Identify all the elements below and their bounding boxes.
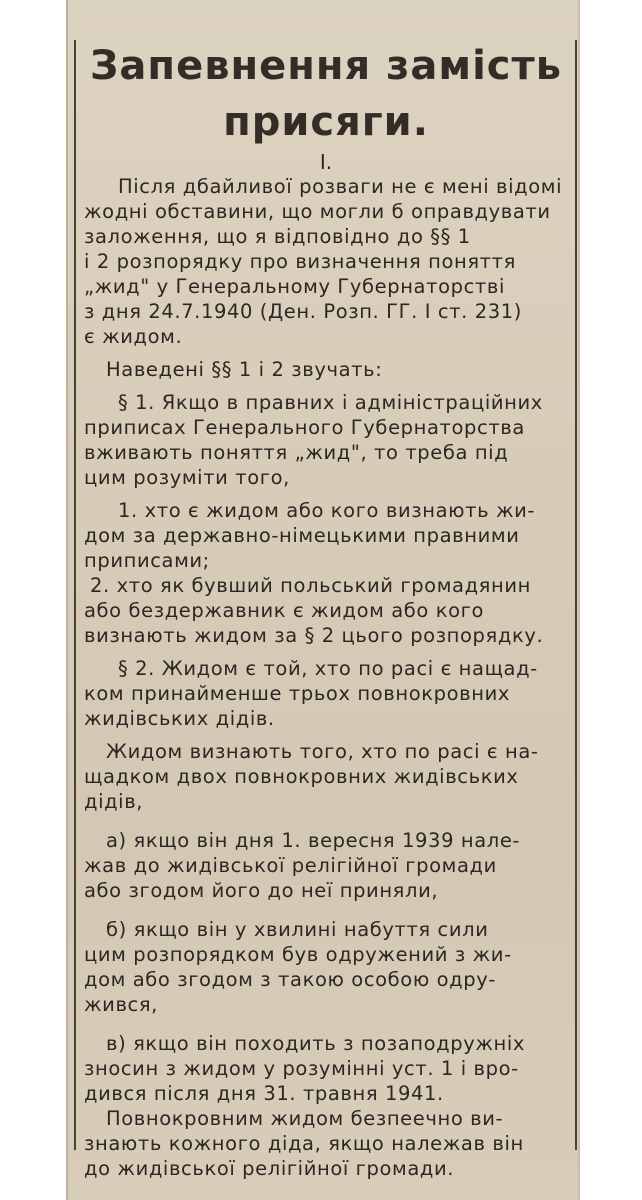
title-line-1: Запевнення замість: [90, 43, 562, 89]
text-line: заложення, що я відповідно до §§ 1: [84, 225, 471, 248]
paragraph-full-blooded: [84, 1106, 568, 1181]
text-line: Жидом визнають того, хто по расі є на-: [106, 740, 539, 763]
text-line: знають кожного діда, якщо належав він: [84, 1132, 524, 1155]
paragraph-item-2: [84, 573, 568, 648]
text-line: жав до жидівської релігійної громади: [84, 854, 497, 877]
text-line: Повнокровним жидом безпеечно ви-: [106, 1107, 504, 1130]
paragraph-section-1: [84, 390, 568, 490]
article: [84, 38, 568, 1181]
left-column-rule: [74, 40, 76, 1150]
text-line: дом за державно-німецькими правними: [84, 524, 520, 547]
text-line: „жид" у Генеральному Губернаторстві: [84, 275, 505, 298]
text-line: визнають жидом за § 2 цього розпорядку.: [84, 624, 544, 647]
text-line: § 2. Жидом є той, хто по расі є нащад-: [118, 657, 538, 680]
section-number: I.: [319, 150, 333, 174]
text-line: зносин з жидом у розумінні уст. 1 і вро-: [84, 1057, 519, 1080]
text-line: цим розуміти того,: [84, 466, 290, 489]
text-line: вживають поняття „жид", то треба під: [84, 441, 509, 464]
paragraph-item-a: [84, 828, 568, 903]
text-line: дом або згодом з такою особою одру-: [84, 968, 497, 991]
text-line: жидівських дідів.: [84, 707, 275, 730]
paragraph-declaration: [84, 174, 568, 349]
text-line: в) якщо він походить з позаподружніх: [106, 1032, 526, 1055]
text-line: щадком двох повнокровних жидівських: [84, 765, 519, 788]
text-line: до жидівської релігійної громади.: [84, 1157, 455, 1180]
right-column-rule: [575, 40, 577, 1150]
text-line: б) якщо він у хвилині набуття сили: [106, 918, 489, 941]
text-line: жився,: [84, 993, 158, 1016]
article-title: [84, 38, 568, 150]
text-line: Після дбайливої розваги не є мені відомі: [118, 175, 563, 198]
text-line: ком принайменше трьох повнокровних: [84, 682, 510, 705]
text-line: § 1. Якщо в правних і адміністраційних: [118, 391, 543, 414]
text-line: з дня 24.7.1940 (Ден. Розп. ГГ. I ст. 231): [84, 300, 522, 323]
text-line: дідів,: [84, 790, 144, 813]
text-line: або бездержавник є жидом або кого: [84, 599, 485, 622]
text-line: жодні обставини, що могли б оправдувати: [84, 200, 551, 223]
text-line: приписах Генерального Губернаторства: [84, 416, 525, 439]
text-line: 2. хто як бувший польський громадянин: [90, 574, 531, 597]
text-line: дився після дня 31. травня 1941.: [84, 1082, 444, 1105]
title-line-2: присяги.: [223, 99, 429, 145]
text-line: цим розпорядком був одружений з жи-: [84, 943, 512, 966]
text-line: є жидом.: [84, 325, 183, 348]
paragraph-item-1: [84, 498, 568, 573]
paragraph-item-v: [84, 1031, 568, 1106]
text-line: Наведені §§ 1 і 2 звучать:: [106, 358, 383, 381]
paragraph-recognized: [84, 739, 568, 814]
text-line: приписами;: [84, 549, 210, 572]
text-line: або згодом його до неї приняли,: [84, 879, 439, 902]
paragraph-section-2: [84, 656, 568, 731]
text-line: а) якщо він дня 1. вересня 1939 нале-: [106, 829, 521, 852]
paragraph-item-b: [84, 917, 568, 1017]
text-line: 1. хто є жидом або кого визнають жи-: [118, 499, 536, 522]
paragraph-cited: [84, 357, 568, 382]
text-line: і 2 розпорядку про визначення поняття: [84, 250, 516, 273]
